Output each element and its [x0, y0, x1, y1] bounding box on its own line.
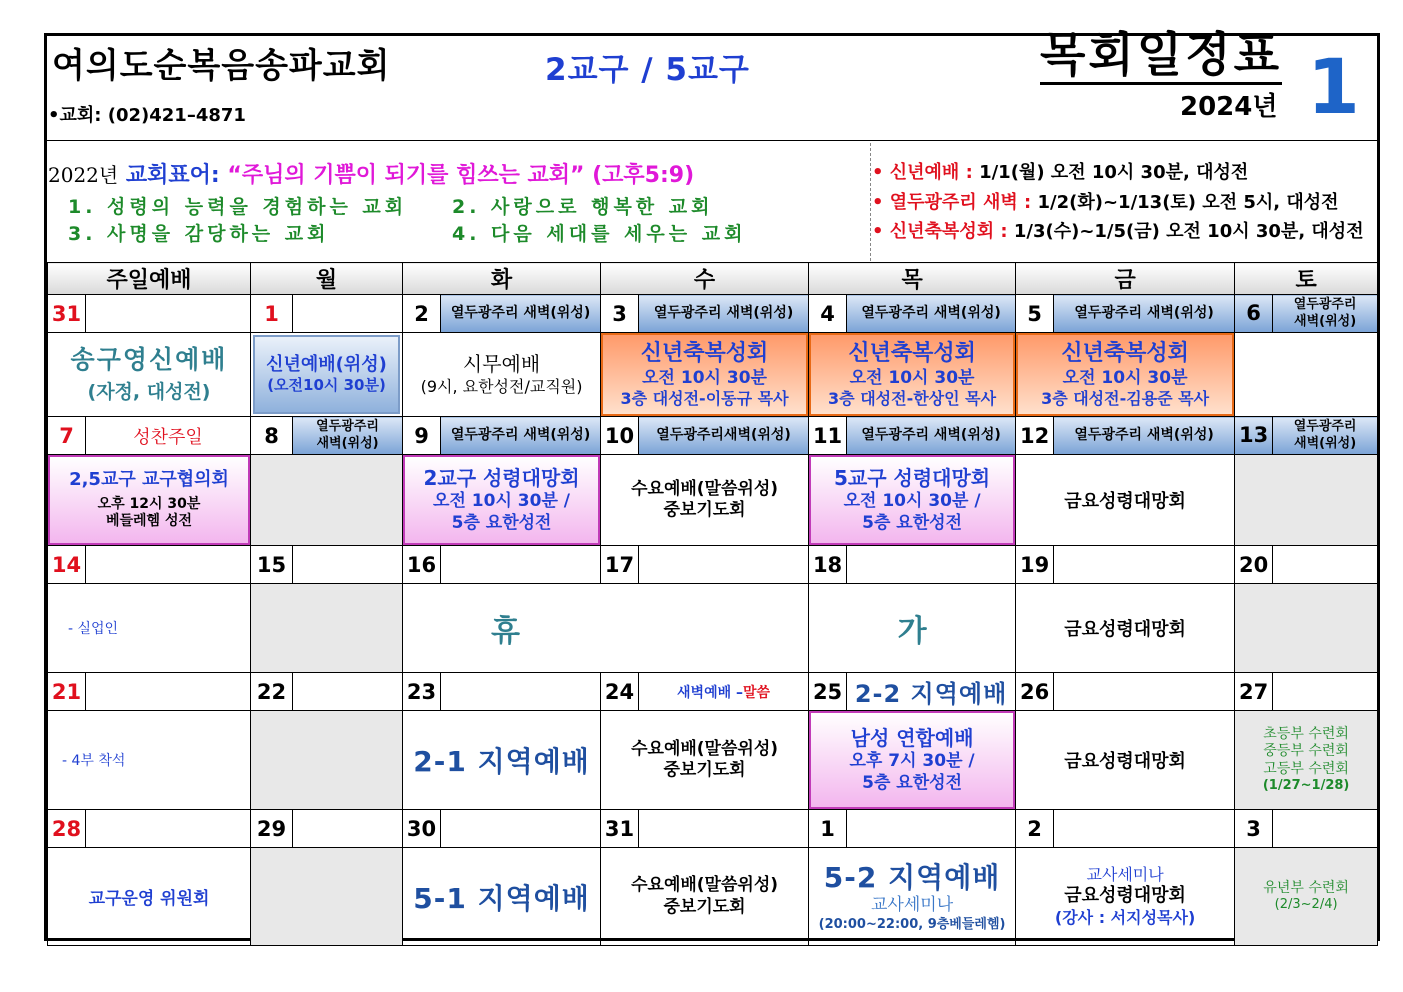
- date-cell: 6: [1235, 295, 1273, 333]
- date-cell: 2: [1016, 810, 1054, 848]
- event-cell: 금요성령대망회: [1016, 711, 1235, 810]
- event-cell: - 실업인: [48, 584, 251, 673]
- week-3-content: [48, 584, 1378, 673]
- date-cell: 27: [1235, 673, 1273, 711]
- church-phone: •교회: (02)421–4871: [48, 105, 246, 126]
- goal-1: 1. 성령의 능력을 경험하는 교회: [68, 196, 408, 218]
- date-tag: [293, 546, 403, 584]
- week-1-content: [48, 333, 1378, 417]
- event-cell: [251, 848, 403, 946]
- weekday-tue: 화: [403, 263, 601, 295]
- date-cell: 1: [809, 810, 847, 848]
- weekday-header: [48, 263, 1378, 295]
- events-separator: [870, 143, 871, 261]
- date-tag: 열두광주리새벽(위성): [639, 417, 809, 455]
- motto-text: “주님의 기쁨이 되기를 힘쓰는 교회” (고후5:9): [227, 163, 695, 188]
- date-cell: 1: [251, 295, 293, 333]
- date-cell: 29: [251, 810, 293, 848]
- date-tag: [1273, 673, 1378, 711]
- date-tag: [293, 810, 403, 848]
- date-cell: 26: [1016, 673, 1054, 711]
- date-cell: 3: [601, 295, 639, 333]
- week-2-dates: [48, 417, 1378, 455]
- event-cell: [1235, 455, 1378, 546]
- date-tag: [1054, 673, 1235, 711]
- date-tag: [1273, 546, 1378, 584]
- date-tag: [639, 810, 809, 848]
- date-cell: 31: [601, 810, 639, 848]
- date-tag: 열두광주리 새벽(위성): [847, 417, 1016, 455]
- motto-label: 교회표어:: [125, 163, 220, 188]
- event-cell: [1235, 333, 1378, 417]
- date-cell: 15: [251, 546, 293, 584]
- event-cell: 수요예배(말씀위성) 중보기도회: [601, 711, 809, 810]
- date-cell: 8: [251, 417, 293, 455]
- weekday-sun: 주일예배: [48, 263, 251, 295]
- date-tag: [86, 810, 251, 848]
- spirit-meeting-box: 2교구 성령대망회 오전 10시 30분 / 5층 요한성전: [403, 455, 600, 545]
- goal-3: 3. 사명을 감당하는 교회: [68, 223, 330, 245]
- event-cell: [251, 711, 403, 810]
- date-tag: [1273, 810, 1378, 848]
- event-cell: 2-1 지역예배: [403, 711, 601, 810]
- event-cell: [809, 333, 1016, 417]
- event-item: • 신년축복성회 : 1/3(수)~1/5(금) 오전 10시 30분, 대성전: [872, 221, 1364, 242]
- date-cell: 14: [48, 546, 86, 584]
- date-tag: [847, 810, 1016, 848]
- weekday-sat: 토: [1235, 263, 1378, 295]
- date-tag: 새벽예배 –말씀: [639, 673, 809, 711]
- church-motto: [48, 158, 694, 189]
- week-1-dates: [48, 295, 1378, 333]
- event-cell: [809, 711, 1016, 810]
- men-worship-box: 남성 연합예배 오후 7시 30분 / 5층 요한성전: [809, 711, 1015, 809]
- date-cell: 18: [809, 546, 847, 584]
- goal-4: 4. 다음 세대를 세우는 교회: [452, 223, 747, 245]
- date-tag: 2-2 지역예배: [847, 673, 1016, 711]
- event-cell: [251, 584, 403, 673]
- week-3-dates: [48, 546, 1378, 584]
- event-cell: [809, 455, 1016, 546]
- date-tag: 열두광주리 새벽(위성): [1273, 417, 1378, 455]
- date-tag: [441, 810, 601, 848]
- week-5-dates: [48, 810, 1378, 848]
- event-cell: [601, 333, 809, 417]
- date-cell: 17: [601, 546, 639, 584]
- event-item: • 열두광주리 새벽 : 1/2(화)~1/13(토) 오전 5시, 대성전: [872, 191, 1339, 213]
- district-label: 2교구 / 5교구: [545, 52, 750, 88]
- date-cell: 20: [1235, 546, 1273, 584]
- date-cell: 22: [251, 673, 293, 711]
- date-cell: 25: [809, 673, 847, 711]
- date-tag: 열두광주리 새벽(위성): [293, 417, 403, 455]
- header-divider: [47, 140, 1377, 141]
- week-4-dates: [48, 673, 1378, 711]
- week-2-content: [48, 455, 1378, 546]
- date-cell: 10: [601, 417, 639, 455]
- event-cell: 수요예배(말씀위성) 중보기도회: [601, 848, 809, 946]
- church-name: 여의도순복음송파교회: [52, 46, 391, 86]
- week-5-content: [48, 848, 1378, 946]
- date-tag: [1054, 810, 1235, 848]
- event-cell: 교구운영 위원회: [48, 848, 251, 946]
- date-cell: 12: [1016, 417, 1054, 455]
- event-cell: - 4부 착석: [48, 711, 251, 810]
- date-cell: 28: [48, 810, 86, 848]
- date-tag: [86, 546, 251, 584]
- date-tag: [293, 673, 403, 711]
- date-cell: 31: [48, 295, 86, 333]
- event-cell: [1235, 584, 1378, 673]
- date-tag: [1054, 546, 1235, 584]
- date-tag: [639, 546, 809, 584]
- weekday-thu: 목: [809, 263, 1016, 295]
- date-tag: [293, 295, 403, 333]
- event-cell: 휴: [403, 584, 809, 673]
- revival-box: 신년축복성회 오전 10시 30분 3층 대성전-한상인 목사: [809, 333, 1015, 416]
- event-list: [872, 158, 1364, 247]
- event-cell: 금요성령대망회: [1016, 455, 1235, 546]
- date-cell: 16: [403, 546, 441, 584]
- date-tag: [86, 295, 251, 333]
- council-box: 2,5교구 교구협의회 오후 12시 30분 베들레헴 성전: [48, 455, 250, 545]
- date-tag: 성찬주일: [86, 417, 251, 455]
- event-cell: [251, 333, 403, 417]
- page-title: 목회일정표: [1040, 28, 1283, 83]
- week-4-content: [48, 711, 1378, 810]
- year-label: 2024년: [1180, 92, 1278, 122]
- event-cell: [1016, 333, 1235, 417]
- event-cell: 금요성령대망회: [1016, 584, 1235, 673]
- date-tag: 열두광주리 새벽(위성): [1273, 295, 1378, 333]
- date-cell: 23: [403, 673, 441, 711]
- date-cell: 13: [1235, 417, 1273, 455]
- event-cell: 5-1 지역예배: [403, 848, 601, 946]
- revival-box: 신년축복성회 오전 10시 30분 3층 대성전-김용준 목사: [1016, 333, 1234, 416]
- revival-box: 신년축복성회 오전 10시 30분 3층 대성전-이동규 목사: [601, 333, 808, 416]
- new-year-worship-box: 신년예배(위성) (오전10시 30분): [253, 335, 400, 414]
- date-tag: [847, 546, 1016, 584]
- date-tag: 열두광주리 새벽(위성): [639, 295, 809, 333]
- date-tag: 열두광주리 새벽(위성): [847, 295, 1016, 333]
- weekday-fri: 금: [1016, 263, 1235, 295]
- calendar-table: [47, 262, 1378, 946]
- date-cell: 19: [1016, 546, 1054, 584]
- event-cell: [403, 455, 601, 546]
- date-tag: 열두광주리 새벽(위성): [441, 417, 601, 455]
- date-tag: [441, 673, 601, 711]
- goal-2: 2. 사랑으로 행복한 교회: [452, 196, 714, 218]
- spirit-meeting-box: 5교구 성령대망회 오전 10시 30분 / 5층 요한성전: [809, 455, 1015, 545]
- event-cell: 유년부 수련회 (2/3~2/4): [1235, 848, 1378, 946]
- date-cell: 2: [403, 295, 441, 333]
- month-number: 1: [1307, 42, 1360, 131]
- date-cell: 7: [48, 417, 86, 455]
- date-cell: 24: [601, 673, 639, 711]
- date-cell: 5: [1016, 295, 1054, 333]
- event-cell: 송구영신예배 (자정, 대성전): [48, 333, 251, 417]
- date-tag: 열두광주리 새벽(위성): [1054, 417, 1235, 455]
- date-cell: 3: [1235, 810, 1273, 848]
- event-cell: 가: [809, 584, 1016, 673]
- date-cell: 21: [48, 673, 86, 711]
- date-cell: 30: [403, 810, 441, 848]
- date-cell: 4: [809, 295, 847, 333]
- date-tag: 열두광주리 새벽(위성): [441, 295, 601, 333]
- date-tag: 열두광주리 새벽(위성): [1054, 295, 1235, 333]
- event-cell: 5-2 지역예배 교사세미나 (20:00~22:00, 9층베들레헴): [809, 848, 1016, 946]
- date-cell: 11: [809, 417, 847, 455]
- date-tag: [441, 546, 601, 584]
- weekday-wed: 수: [601, 263, 809, 295]
- motto-year: 2022년: [48, 163, 119, 187]
- event-cell: 수요예배(말씀위성) 중보기도회: [601, 455, 809, 546]
- event-item: • 신년예배 : 1/1(월) 오전 10시 30분, 대성전: [872, 162, 1249, 183]
- weekday-mon: 월: [251, 263, 403, 295]
- date-cell: 9: [403, 417, 441, 455]
- event-cell: [251, 455, 403, 546]
- date-tag: [86, 673, 251, 711]
- event-cell: 교사세미나 금요성령대망회 (강사 : 서지성목사): [1016, 848, 1235, 946]
- event-cell: 초등부 수련회 중등부 수련회 고등부 수련회 (1/27~1/28): [1235, 711, 1378, 810]
- event-cell: [48, 455, 251, 546]
- event-cell: 시무예배 (9시, 요한성전/교직원): [403, 333, 601, 417]
